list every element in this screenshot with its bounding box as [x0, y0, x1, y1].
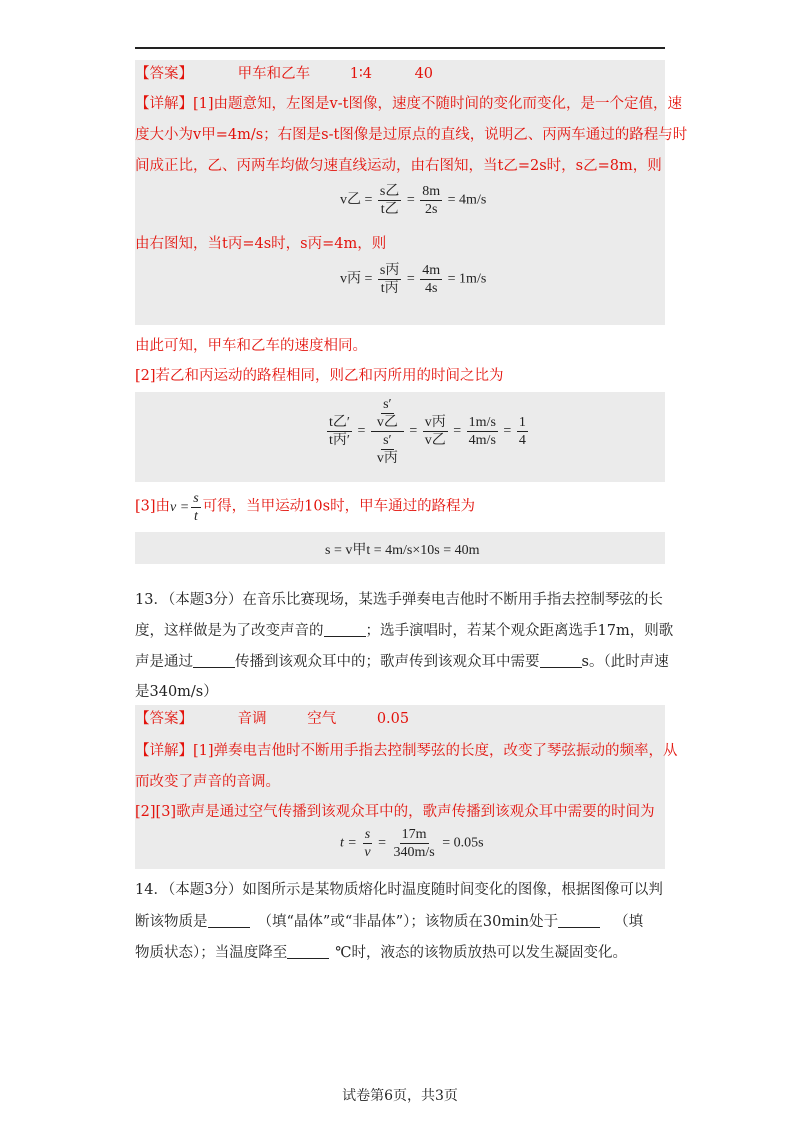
q12-detail-p2: 度大小为v甲=4m/s；右图是s-t图像是过原点的直线，说明乙、丙两车通过的路程与时: [135, 127, 688, 143]
top-rule: [135, 47, 665, 49]
q12-detail-p4: 由右图知，当t丙=4s时，s丙=4m，则: [135, 236, 387, 252]
answer-2: 空气: [307, 711, 337, 727]
q13-detail-1: 【详解】[1]弹奏电吉他时不断用手指去控制琴弦的长度，改变了琴弦振动的频率，从: [135, 743, 678, 759]
answer-tag: 【答案】: [135, 66, 193, 82]
answer-blank[interactable]: [540, 653, 582, 668]
q12-detail-p5: 由此可知，甲车和乙车的速度相同。: [135, 338, 367, 354]
q12-detail-p1: 【详解】[1]由题意知，左图是v-t图像，速度不随时间的变化而变化，是一个定值，速: [135, 96, 682, 112]
detail-tag: 【详解】: [135, 743, 193, 759]
q12-answer-line: [135, 64, 433, 84]
q13-line-4: 是340m/s）: [135, 684, 218, 700]
q12-detail-p7: [3]由v = $\frac{s}{t}$ 可得，当甲运动10s时，甲车通过的路程为: [135, 491, 476, 524]
q12-equation-4: s = v甲t = 4m/s×10s = 40m: [325, 543, 480, 558]
q13-line-3: 声是通过 传播到该观众耳中的；歌声传到该观众耳中需要 s。（此时声速: [135, 654, 669, 670]
q12-equation-1: v乙 = $\frac{\text{s乙}}{\text{t乙}}$ = $\frac{8m}{2s}$ = 4m/s: [340, 184, 487, 217]
detail-tag: 【详解】: [135, 96, 193, 112]
q13-equation: t = $\frac{s}{v}$ = $\frac{17m}{340m/s}$ = 0.05s: [340, 827, 484, 860]
answer-blank[interactable]: [208, 913, 250, 928]
answer-blank[interactable]: [558, 913, 600, 928]
answer-tag: 【答案】: [135, 711, 193, 727]
q13-detail-2: 而改变了声音的音调。: [135, 774, 280, 790]
answer-blank[interactable]: [324, 622, 366, 637]
q14-line-3: 物质状态）；当温度降至 ℃时，液态的该物质放热可以发生凝固变化。: [135, 945, 627, 961]
q13-line-2: 度，这样做是为了改变声音的 ；选手演唱时，若某个观众距离选手17m，则歌: [135, 623, 674, 639]
q12-equation-2: v丙 = $\frac{\text{s丙}}{\text{t丙}}$ = $\frac{4m}{4s}$ = 1m/s: [340, 263, 487, 296]
q12-equation-3: $\frac{\text{t乙′}}{\text{t丙′}}$ = $\frac{\frac{s'}{\text{v乙}}}{\frac{s'}{\text{v丙}}}$ = $\frac{\text{v丙}}{\text{v乙}}$ = $\frac{1m/s}{4m/s}$ = $\frac{1}{4}$: [329, 397, 526, 466]
answer-1: 音调: [237, 711, 267, 727]
answer-3: 40: [414, 66, 434, 82]
q14-line-2: 断该物质是 （填“晶体”或“非晶体”）；该物质在30min处于 （填: [135, 914, 644, 930]
answer-1: 甲车和乙车: [237, 66, 311, 82]
q13-answer-line: [135, 709, 409, 729]
q14-line-1: 14．（本题3分）如图所示是某物质熔化时温度随时间变化的图像，根据图像可以判: [135, 882, 663, 898]
q13-line-1: 13．（本题3分）在音乐比赛现场，某选手弹奏电吉他时不断用手指去控制琴弦的长: [135, 592, 663, 608]
q13-detail-3: [2][3]歌声是通过空气传播到该观众耳中的，歌声传播到该观众耳中需要的时间为: [135, 804, 655, 820]
q12-detail-p6: [2]若乙和丙运动的路程相同，则乙和丙所用的时间之比为: [135, 368, 504, 384]
answer-blank[interactable]: [287, 944, 329, 959]
answer-2: 1∶4: [349, 66, 372, 82]
answer-blank[interactable]: [193, 653, 235, 668]
q12-detail-p3: 间成正比，乙、丙两车均做匀速直线运动，由右图知，当t乙=2s时，s乙=8m，则: [135, 158, 662, 174]
page-footer: 试卷第6页，共3页: [342, 1088, 458, 1104]
answer-3: 0.05: [376, 711, 410, 727]
